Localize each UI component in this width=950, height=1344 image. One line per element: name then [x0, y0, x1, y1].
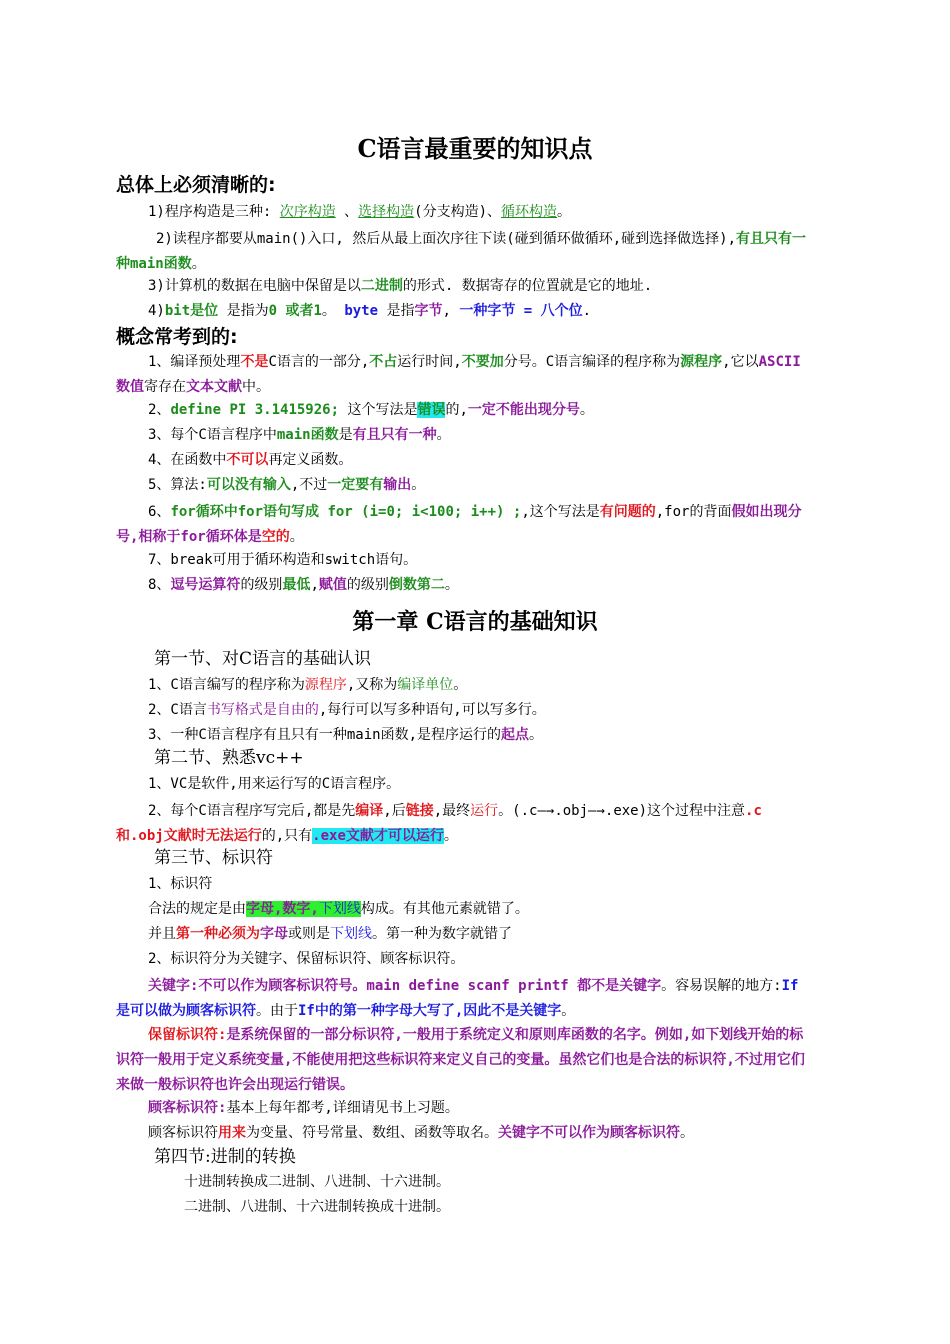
- section-3-heading: 第三节、标识符: [154, 848, 273, 868]
- chapter-title: 第一章 C语言的基础知识: [352, 609, 598, 635]
- overview-point-2: 2)读程序都要从main()入口, 然后从最上面次序往下读(碰到循环做循环,碰到选择做选择),有且只有一种main函数。: [116, 231, 806, 272]
- section-1-line-2: 2、C语言书写格式是自由的,每行可以写多种语句,可以写多行。: [148, 702, 546, 718]
- concept-6: 6、for循环中for语句写成 for (i=0; i<100; i++) ;,这个写法是有问题的,for的背面假如出现分号,相称于for循环体是空的。: [116, 504, 802, 545]
- overview-point-4: 4)bit是位 是指为0 或者1。 byte 是指字节, 一种字节 = 八个位.: [148, 303, 592, 319]
- section-3-user-identifier: 顾客标识符:基本上每年都考,详细请见书上习题。: [148, 1100, 459, 1116]
- section-3-keywords: 关键字:不可以作为顾客标识符号。main define scanf printf 都不是关键字。容易误解的地方:If是可以做为顾客标识符。由于If中的第一种字母大写了,因此不是关键字。: [116, 978, 799, 1019]
- section-3-user-identifier-usage: 顾客标识符用来为变量、符号常量、数组、函数等取名。关键字不可以作为顾客标识符。: [148, 1125, 694, 1141]
- section-3-line-2: 合法的规定是由字母,数字,下划线构成。有其他元素就错了。: [148, 901, 529, 917]
- concept-7: 7、break可用于循环构造和switch语句。: [148, 552, 418, 568]
- concept-1: 1、编译预处理不是C语言的一部分,不占运行时间,不要加分号。C语言编译的程序称为源程序,它以ASCII数值寄存在文本文献中。: [116, 354, 801, 395]
- section-3-line-3: 并且第一种必须为字母或则是下划线。第一种为数字就错了: [148, 926, 512, 942]
- section-1-line-3: 3、一种C语言程序有且只有一种main函数,是程序运行的起点。: [148, 727, 543, 743]
- section-3-reserved: 保留标识符:是系统保留的一部分标识符,一般用于系统定义和原则库函数的名字。例如,如下划线开始的标识符一般用于定义系统变量,不能使用把这些标识符来定义自己的变量。虽然它们也是合法的标识符,不过用它们来做一般标识符也许会出现运行错误。: [116, 1027, 805, 1093]
- concept-8: 8、逗号运算符的级别最低,赋值的级别倒数第二。: [148, 577, 459, 593]
- overview-heading: 总体上必须清晰的:: [116, 174, 276, 196]
- concept-2: 2、define PI 3.1415926; 这个写法是错误的,一定不能出现分号。: [148, 402, 594, 418]
- section-3-line-1: 1、标识符: [148, 876, 213, 892]
- section-3-line-4: 2、标识符分为关键字、保留标识符、顾客标识符。: [148, 951, 465, 967]
- section-2-line-1: 1、VC是软件,用来运行写的C语言程序。: [148, 776, 401, 792]
- section-2-line-2: 2、每个C语言程序写完后,都是先编译,后链接,最终运行。(.c—→.obj—→.exe)这个过程中注意.c和.obj文献时无法运行的,只有.exe文献才可以运行。: [116, 803, 762, 844]
- overview-point-1: 1)程序构造是三种: 次序构造 、选择构造(分支构造)、循环构造。: [148, 204, 572, 220]
- concept-3: 3、每个C语言程序中main函数是有且只有一种。: [148, 427, 451, 443]
- section-4-line-2: 二进制、八进制、十六进制转换成十进制。: [184, 1199, 450, 1215]
- concept-4: 4、在函数中不可以再定义函数。: [148, 452, 353, 468]
- document-title: C语言最重要的知识点: [357, 134, 593, 163]
- overview-point-3: 3)计算机的数据在电脑中保留是以二进制的形式. 数据寄存的位置就是它的地址.: [148, 278, 653, 294]
- section-1-heading: 第一节、对C语言的基础认识: [154, 649, 372, 669]
- section-1-line-1: 1、C语言编写的程序称为源程序,又称为编译单位。: [148, 677, 468, 693]
- concepts-heading: 概念常考到的:: [116, 326, 238, 348]
- section-4-line-1: 十进制转换成二进制、八进制、十六进制。: [184, 1174, 450, 1190]
- section-2-heading: 第二节、熟悉vc++: [154, 748, 304, 768]
- concept-5: 5、算法:可以没有输入,不过一定要有输出。: [148, 477, 426, 493]
- section-4-heading: 第四节:进制的转换: [154, 1147, 296, 1167]
